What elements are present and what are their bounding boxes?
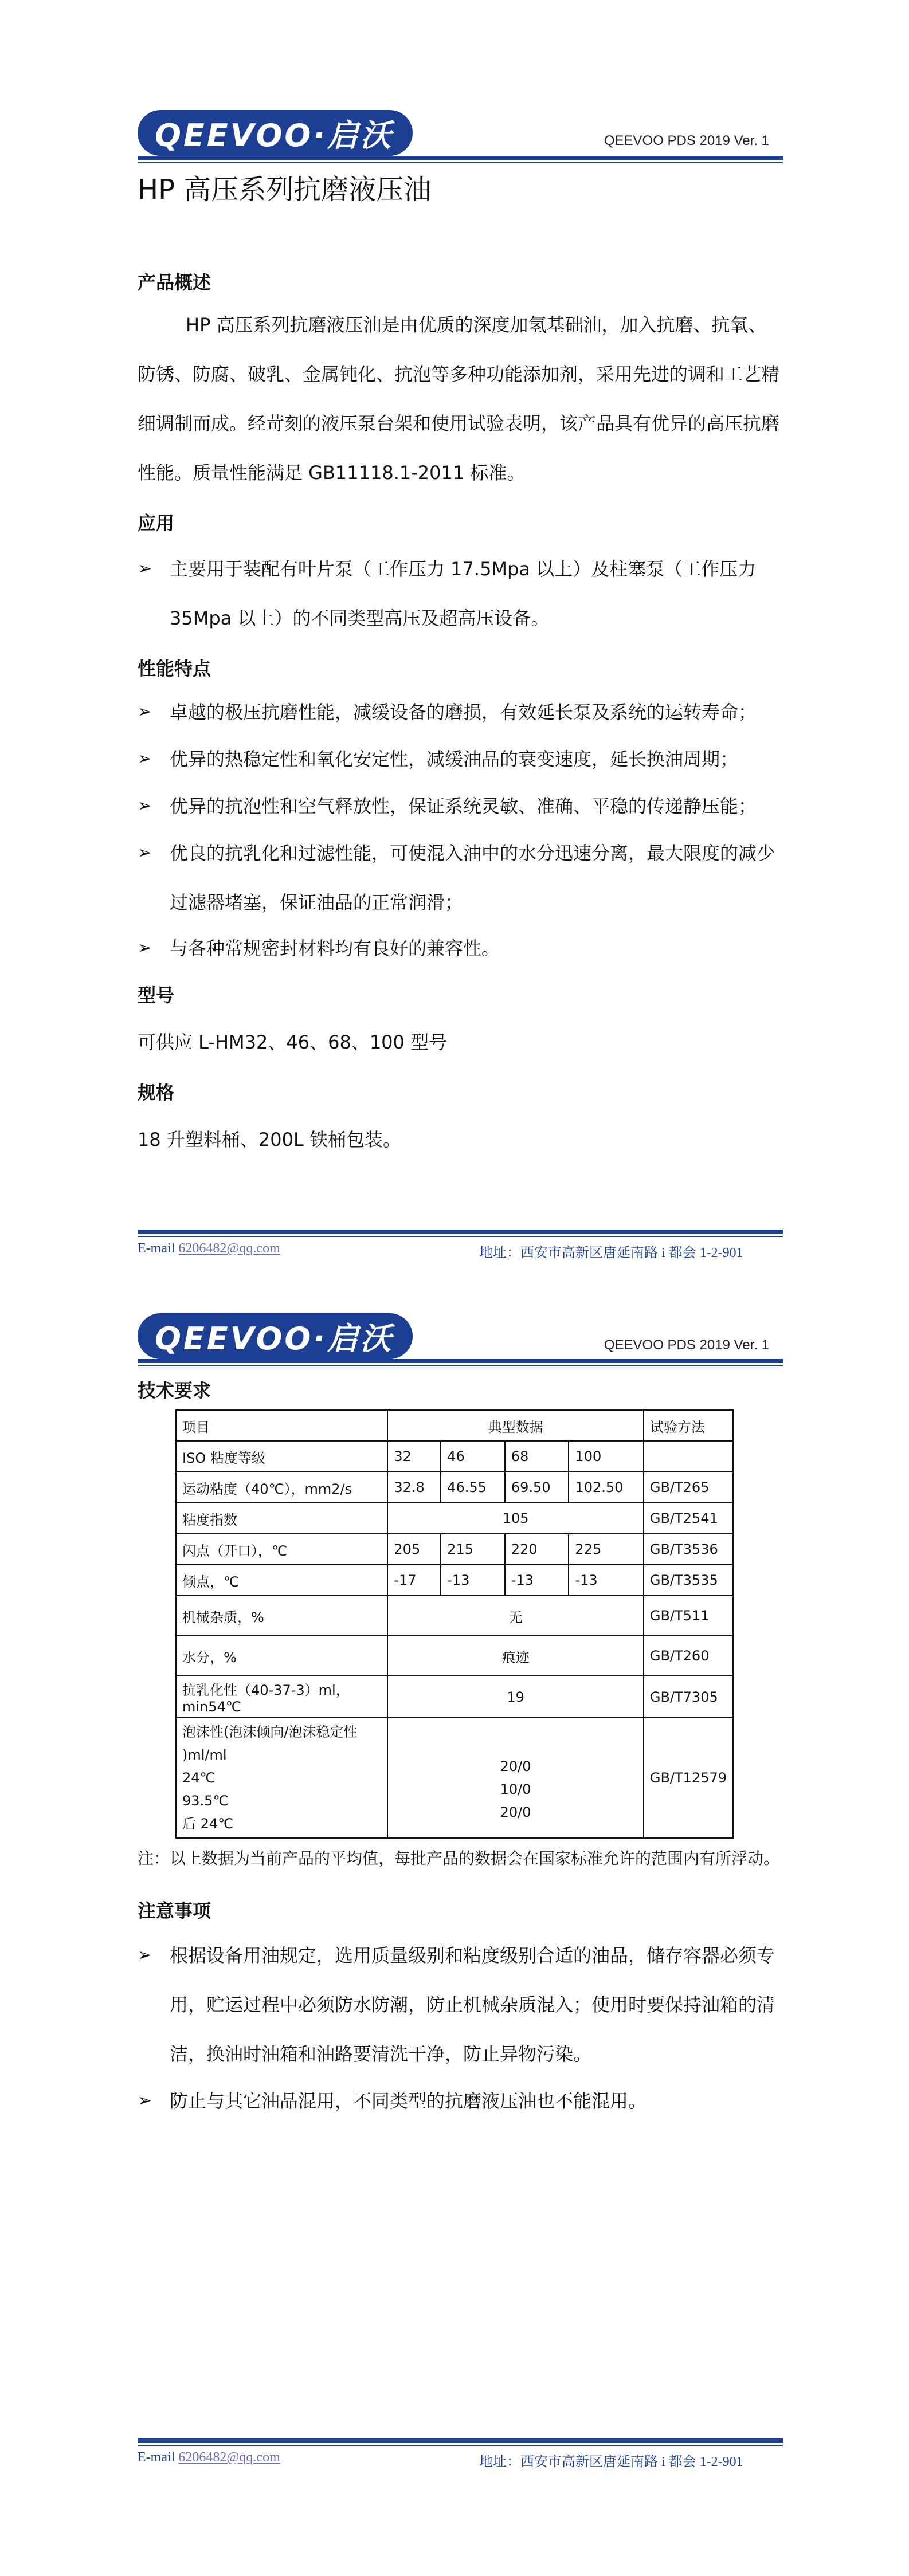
cell: -13: [569, 1565, 643, 1596]
bullet-arrow-icon: ➢: [138, 559, 152, 579]
precaution-line: 用，贮运过程中必须防水防潮，防止机械杂质混入；使用时要保持油箱的清: [170, 1994, 775, 2016]
feature-item: [138, 688, 783, 737]
email-label: E-mail: [138, 2450, 175, 2465]
qeevoo-logo: [138, 110, 413, 156]
header-rule: [138, 156, 783, 160]
overview-line: 防锈、防腐、破乳、金属钝化、抗泡等多种功能添加剂，采用先进的调和工艺精: [138, 363, 780, 385]
feature-line: 卓越的极压抗磨性能，减缓设备的磨损，有效延长泵及系统的运转寿命；: [170, 701, 757, 723]
cell: 46: [441, 1441, 505, 1472]
bullet-arrow-icon: ➢: [138, 843, 152, 863]
overview-paragraph: [138, 300, 783, 497]
header-rule-thin: [138, 162, 783, 163]
model-text: 可供应 L-HM32、46、68、100 型号: [138, 1031, 448, 1053]
application-line: 主要用于装配有叶片泵（工作压力 17.5Mpa 以上）及柱塞泵（工作压力: [170, 558, 757, 580]
cell: 100: [569, 1441, 643, 1472]
bullet-arrow-icon: ➢: [138, 796, 152, 816]
qeevoo-logo: [138, 1313, 413, 1359]
method-cell: GB/T12579: [644, 1718, 733, 1838]
foam-temp: 93.5℃: [182, 1793, 229, 1809]
tech-spec-table: [175, 1409, 734, 1839]
method-cell: GB/T260: [644, 1636, 733, 1676]
footer-rule: [138, 1230, 783, 1234]
page-title: HP 高压系列抗磨液压油: [138, 174, 432, 206]
cell: 46.55: [441, 1472, 505, 1503]
foam-temp: 后 24℃: [182, 1816, 234, 1832]
application-heading: 应用: [138, 512, 175, 534]
overview-line: HP 高压系列抗磨液压油是由优质的深度加氢基础油，加入抗磨、抗氧、: [186, 314, 767, 336]
application-line: 35Mpa 以上）的不同类型高压及超高压设备。: [170, 607, 550, 629]
footer-rule: [138, 2438, 783, 2443]
precaution-item: [138, 1931, 783, 2079]
table-row: [176, 1596, 733, 1636]
footer-address: 地址：西安市高新区唐延南路 i 都会 1-2-901: [479, 2455, 743, 2469]
header-rule-thin: [138, 1365, 783, 1366]
bullet-arrow-icon: ➢: [138, 938, 152, 958]
cell: 105: [387, 1503, 643, 1534]
version-label: QEEVOO PDS 2019 Ver. 1: [604, 133, 769, 148]
row-label: 运动粘度（40℃），mm2/s: [176, 1472, 387, 1503]
foam-value: 20/0: [500, 1804, 531, 1820]
header-cell: 项目: [176, 1410, 387, 1441]
spec-heading: 规格: [138, 1082, 175, 1104]
bullet-arrow-icon: ➢: [138, 2091, 152, 2111]
footer-rule-thin: [138, 2445, 783, 2446]
email-link[interactable]: 6206482@qq.com: [178, 2450, 280, 2465]
spec-text: 18 升塑料桶、200L 铁桶包装。: [138, 1129, 401, 1150]
table-row: [176, 1441, 733, 1472]
email-label: E-mail: [138, 1241, 175, 1256]
cell: 205: [387, 1534, 441, 1565]
cell: 68: [505, 1441, 569, 1472]
cell: 220: [505, 1534, 569, 1565]
precaution-item: [138, 2076, 783, 2126]
feature-line: 过滤器堵塞，保证油品的正常润滑；: [170, 892, 464, 913]
features-heading: 性能特点: [138, 658, 211, 680]
email-link[interactable]: 6206482@qq.com: [178, 1241, 280, 1256]
cell: 69.50: [505, 1472, 569, 1503]
cell: [387, 1718, 643, 1838]
precaution-line: 根据设备用油规定，选用质量级别和粘度级别合适的油品，储存容器必须专: [170, 1945, 775, 1966]
bullet-arrow-icon: ➢: [138, 702, 152, 722]
header-cell: 典型数据: [387, 1410, 643, 1441]
footer-email: [138, 1241, 280, 1256]
table-row: [176, 1718, 733, 1838]
cell: -17: [387, 1565, 441, 1596]
overview-heading: 产品概述: [138, 272, 211, 293]
precaution-line: 洁，换油时油箱和油路要清洗干净，防止异物污染。: [170, 2043, 592, 2065]
table-row: [176, 1534, 733, 1565]
cell: 215: [441, 1534, 505, 1565]
feature-line: 优良的抗乳化和过滤性能，可使混入油中的水分迅速分离，最大限度的减少: [170, 842, 775, 864]
header-rule: [138, 1359, 783, 1363]
method-cell: GB/T3535: [644, 1565, 733, 1596]
bullet-arrow-icon: ➢: [138, 749, 152, 769]
method-cell: [644, 1441, 733, 1472]
method-cell: GB/T2541: [644, 1503, 733, 1534]
row-label: 粘度指数: [176, 1503, 387, 1534]
cell: 102.50: [569, 1472, 643, 1503]
table-note: 注：以上数据为当前产品的平均值，每批产品的数据会在国家标准允许的范围内有所浮动。: [138, 1849, 780, 1868]
version-label: QEEVOO PDS 2019 Ver. 1: [604, 1337, 769, 1353]
row-label: ISO 粘度等级: [176, 1441, 387, 1472]
foam-value: 20/0: [500, 1758, 531, 1774]
cell: 19: [387, 1676, 643, 1718]
table-row: [176, 1503, 733, 1534]
precaution-line: 防止与其它油品混用，不同类型的抗磨液压油也不能混用。: [170, 2090, 647, 2112]
application-item: [138, 544, 783, 643]
feature-item: [138, 924, 783, 973]
foam-value: 10/0: [500, 1781, 531, 1797]
feature-item: [138, 735, 783, 784]
feature-item: [138, 828, 783, 927]
cell: 32: [387, 1441, 441, 1472]
model-heading: 型号: [138, 984, 175, 1006]
method-cell: GB/T7305: [644, 1676, 733, 1718]
feature-item: [138, 782, 783, 831]
row-label: 抗乳化性（40-37-3）ml，min54℃: [176, 1676, 387, 1718]
precautions-heading: 注意事项: [138, 1900, 211, 1922]
method-cell: GB/T3536: [644, 1534, 733, 1565]
header-cell: 试验方法: [644, 1410, 733, 1441]
row-label: 倾点，℃: [176, 1565, 387, 1596]
method-cell: GB/T511: [644, 1596, 733, 1636]
row-label: 闪点（开口），℃: [176, 1534, 387, 1565]
logo-text: QEEVOO·启沃: [155, 117, 394, 154]
table-header-row: [176, 1410, 733, 1441]
logo-text: QEEVOO·启沃: [155, 1320, 394, 1357]
row-label: [176, 1718, 387, 1838]
footer-email: [138, 2450, 280, 2465]
table-row: [176, 1636, 733, 1676]
cell: -13: [505, 1565, 569, 1596]
row-label: 机械杂质，%: [176, 1596, 387, 1636]
method-cell: GB/T265: [644, 1472, 733, 1503]
bullet-arrow-icon: ➢: [138, 1945, 152, 1965]
feature-line: 优异的抗泡性和空气释放性，保证系统灵敏、准确、平稳的传递静压能；: [170, 795, 757, 817]
overview-line: 细调制而成。经苛刻的液压泵台架和使用试验表明，该产品具有优异的高压抗磨: [138, 413, 780, 434]
overview-line: 性能。质量性能满足 GB11118.1-2011 标准。: [138, 462, 526, 484]
table-row: [176, 1565, 733, 1596]
cell: 痕迹: [387, 1636, 643, 1676]
foam-label: 泡沫性(泡沫倾向/泡沫稳定性 )ml/ml: [182, 1724, 358, 1763]
cell: 无: [387, 1596, 643, 1636]
row-label: 水分，%: [176, 1636, 387, 1676]
footer-address: 地址：西安市高新区唐延南路 i 都会 1-2-901: [479, 1246, 743, 1260]
cell: -13: [441, 1565, 505, 1596]
tech-heading: 技术要求: [138, 1380, 211, 1401]
footer-rule-thin: [138, 1236, 783, 1237]
table-row: [176, 1472, 733, 1503]
cell: 32.8: [387, 1472, 441, 1503]
feature-line: 与各种常规密封材料均有良好的兼容性。: [170, 937, 500, 959]
table-row: [176, 1676, 733, 1718]
feature-line: 优异的热稳定性和氧化安定性，减缓油品的衰变速度，延长换油周期；: [170, 748, 739, 770]
foam-temp: 24℃: [182, 1770, 216, 1786]
cell: 225: [569, 1534, 643, 1565]
